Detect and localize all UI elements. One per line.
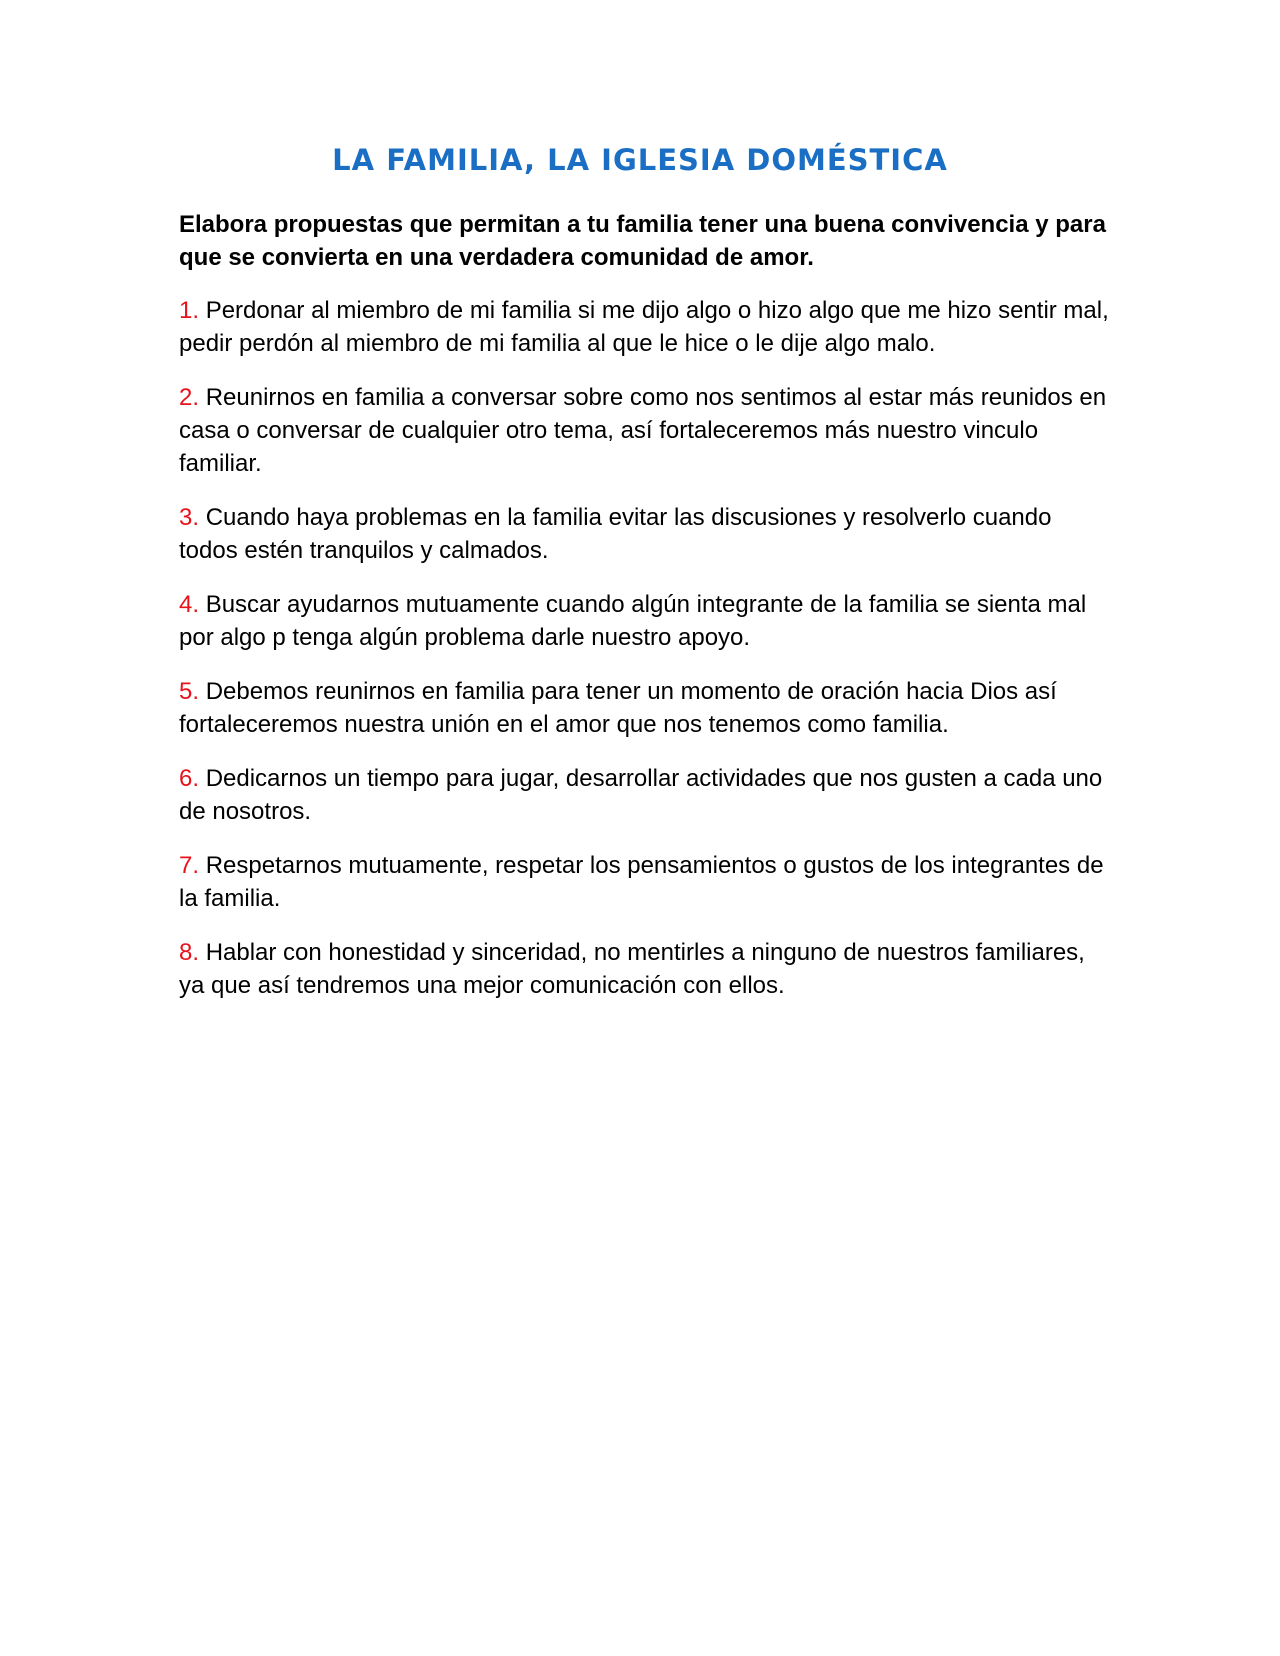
item-text: Buscar ayudarnos mutuamente cuando algún integrante de la familia se sienta mal por algo p tenga algún problema darle nuestro apoyo. <box>179 591 1087 651</box>
list-item-1 <box>179 294 1109 360</box>
item-number: 7. <box>179 852 200 879</box>
list-item-7 <box>179 849 1109 915</box>
item-text: Perdonar al miembro de mi familia si me dijo algo o hizo algo que me hizo sentir mal, pedir perdón al miembro de mi familia al que le hice o le dije algo malo. <box>179 297 1109 357</box>
item-text: Debemos reunirnos en familia para tener un momento de oración hacia Dios así fortaleceremos nuestra unión en el amor que nos tenemos como familia. <box>179 678 1057 738</box>
item-number: 4. <box>179 591 200 618</box>
item-text: Dedicarnos un tiempo para jugar, desarrollar actividades que nos gusten a cada uno de nosotros. <box>179 765 1103 825</box>
list-item-6 <box>179 762 1109 828</box>
item-text: Reunirnos en familia a conversar sobre como nos sentimos al estar más reunidos en casa o conversar de cualquier otro tema, así fortaleceremos más nuestro vinculo familiar. <box>179 384 1113 477</box>
item-number: 1. <box>179 297 200 324</box>
list-item-8 <box>179 936 1109 1002</box>
list-item-4 <box>179 588 1109 654</box>
page-title: LA FAMILIA, LA IGLESIA DOMÉSTICA <box>332 143 948 177</box>
intro-instruction: Elabora propuestas que permitan a tu familia tener una buena convivencia y para que se convierta en una verdadera comunidad de amor. <box>179 211 1106 271</box>
list-item-3 <box>179 501 1109 567</box>
list-item-5 <box>179 675 1109 741</box>
item-number: 5. <box>179 678 200 705</box>
item-text: Cuando haya problemas en la familia evitar las discusiones y resolverlo cuando todos estén tranquilos y calmados. <box>179 504 1052 564</box>
item-number: 3. <box>179 504 200 531</box>
item-number: 8. <box>179 939 200 966</box>
item-text: Hablar con honestidad y sinceridad, no mentirles a ninguno de nuestros familiares, ya que así tendremos una mejor comunicación con ellos. <box>179 939 1085 999</box>
item-number: 2. <box>179 384 200 411</box>
document-body <box>179 208 1113 1023</box>
list-item-2 <box>179 381 1113 480</box>
item-text: Respetarnos mutuamente, respetar los pensamientos o gustos de los integrantes de la familia. <box>179 852 1104 912</box>
item-number: 6. <box>179 765 200 792</box>
